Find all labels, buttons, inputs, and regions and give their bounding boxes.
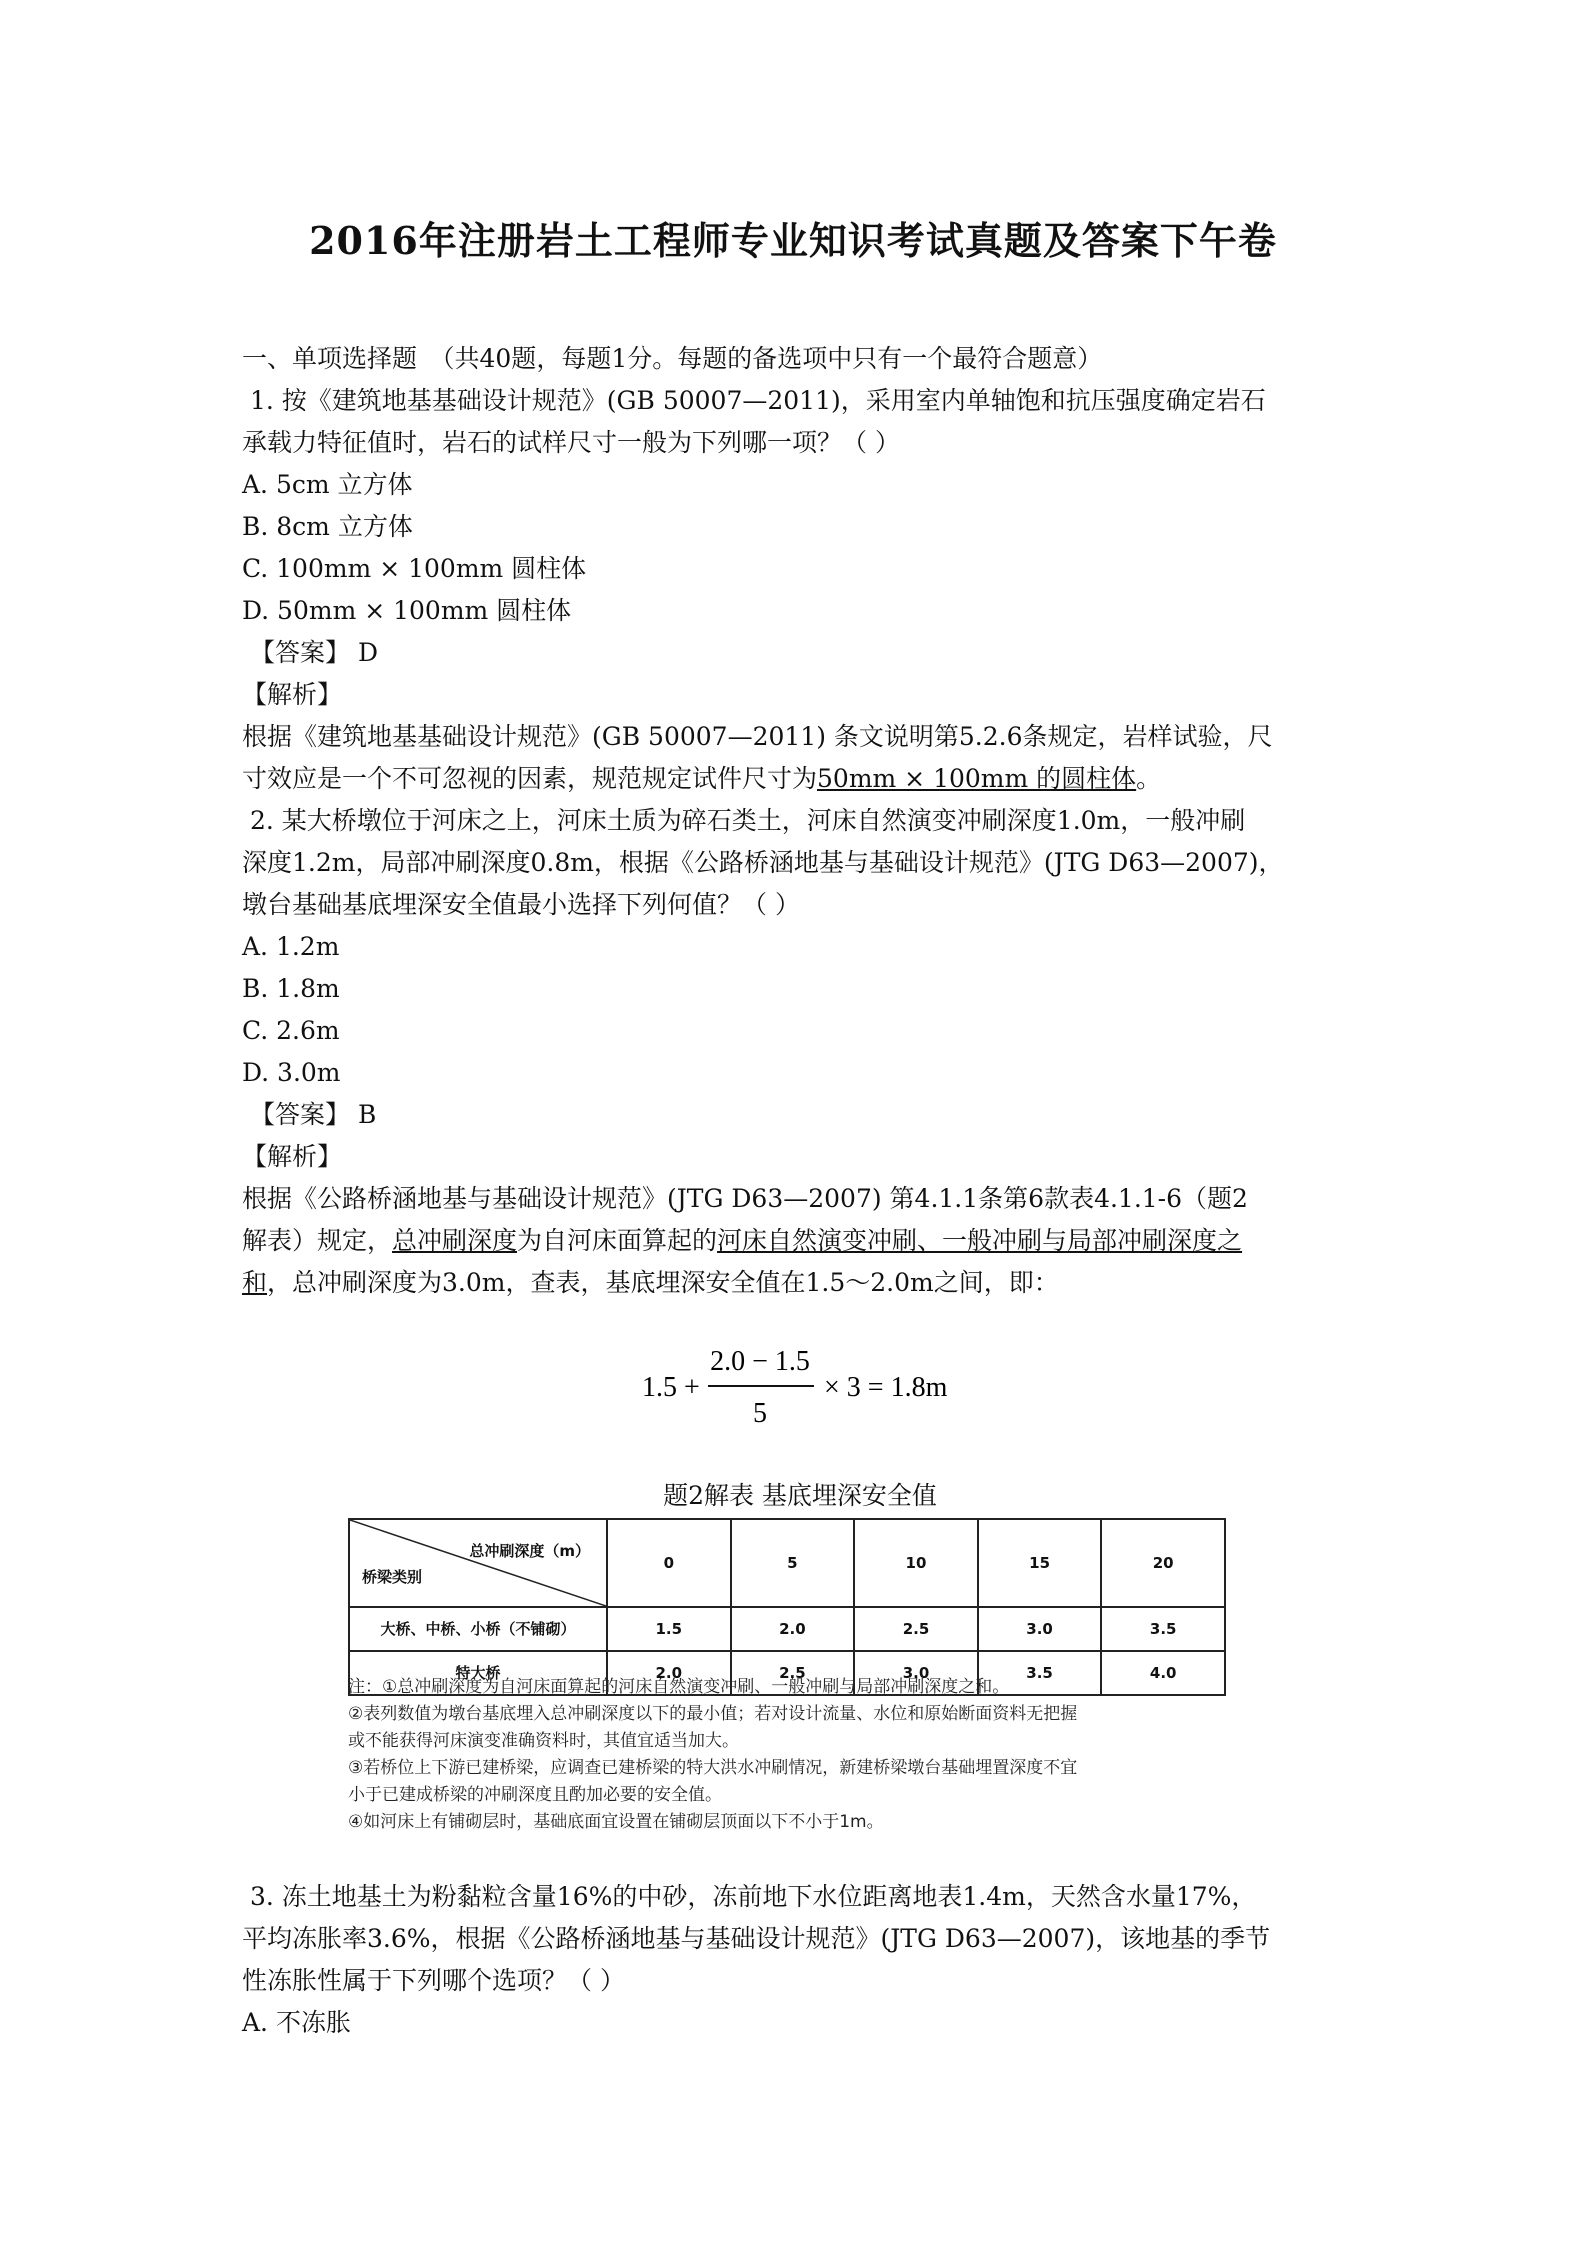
q1-analysis-text: 寸效应是一个不可忽视的因素，规范规定试件尺寸为	[242, 764, 818, 793]
column-header: 10	[854, 1519, 978, 1607]
q1-analysis-line-1: 根据《建筑地基基础设计规范》(GB 50007—2011) 条文说明第5.2.6条规定，岩样试验，尺	[242, 722, 1273, 751]
q2-analysis-underlined-a: 总冲刷深度	[392, 1226, 518, 1255]
table-cell: 3.5	[1101, 1607, 1225, 1651]
q2-analysis-text-b: 为自河床面算起的	[517, 1226, 718, 1255]
q2-option-c: C. 2.6m	[242, 1016, 340, 1045]
table-row	[349, 1607, 1225, 1651]
q1-analysis-label: 【解析】	[242, 680, 343, 709]
q1-option-b: B. 8cm 立方体	[242, 512, 413, 541]
table-header-row	[349, 1519, 1225, 1607]
corner-top-label: 总冲刷深度（m）	[469, 1542, 590, 1560]
safety-table-wrap	[348, 1518, 1358, 1718]
q2-option-d: D. 3.0m	[242, 1058, 341, 1087]
table-cell: 3.0	[978, 1607, 1102, 1651]
section-heading: 一、单项选择题 （共40题，每题1分。每题的备选项中只有一个最符合题意）	[242, 344, 1103, 373]
q1-analysis-end: 。	[1136, 764, 1162, 793]
document-body	[242, 338, 1358, 2044]
table-caption: 题2解表 基底埋深安全值	[663, 1481, 937, 1510]
q3-option-a: A. 不冻胀	[242, 2008, 351, 2037]
table-note: ③若桥位上下游已建桥梁，应调查已建桥梁的特大洪水冲刷情况，新建桥梁墩台基础埋置深度不宜	[348, 1758, 1078, 1778]
row-label: 大桥、中桥、小桥（不铺砌）	[349, 1607, 607, 1651]
formula-graphic	[642, 1314, 962, 1454]
q2-analysis-text-a: 解表）规定，	[242, 1226, 393, 1255]
q1-stem-line-2: 承载力特征值时，岩石的试样尺寸一般为下列哪一项？（ ）	[242, 428, 900, 457]
q2-analysis-line-2	[242, 1220, 1358, 1262]
table-cell: 3.0	[854, 1651, 978, 1695]
q2-analysis-underlined-c: 和	[242, 1268, 268, 1297]
table-cell: 2.0	[731, 1607, 855, 1651]
q1-option-a: A. 5cm 立方体	[242, 470, 413, 499]
row-label: 特大桥	[349, 1651, 607, 1695]
q1-analysis-line-2	[242, 758, 1358, 800]
formula-lead: 1.5 +	[642, 1372, 700, 1403]
table-note: 或不能获得河床演变准确资料时，其值宜适当加大。	[348, 1731, 739, 1751]
column-header: 20	[1101, 1519, 1225, 1607]
spacer	[242, 1836, 1358, 1876]
table-cell: 1.5	[607, 1607, 731, 1651]
q2-stem-line-1: 2. 某大桥墩位于河床之上，河床土质为碎石类土，河床自然演变冲刷深度1.0m，一般冲刷	[250, 806, 1246, 835]
table-note: ②表列数值为墩台基底埋入总冲刷深度以下的最小值；若对设计流量、水位和原始断面资料无把握	[348, 1704, 1078, 1724]
q2-analysis-underlined-b: 河床自然演变冲刷、一般冲刷与局部冲刷深度之	[717, 1226, 1243, 1255]
q1-option-d: D. 50mm × 100mm 圆柱体	[242, 596, 572, 625]
q1-answer: 【答案】 D	[250, 638, 378, 667]
q1-option-c: C. 100mm × 100mm 圆柱体	[242, 554, 587, 583]
column-header: 5	[731, 1519, 855, 1607]
q2-analysis-text-c: ，总冲刷深度为3.0m，查表，基底埋深安全值在1.5～2.0m之间，即：	[267, 1268, 1059, 1297]
table-cell: 3.5	[978, 1651, 1102, 1695]
q2-stem-line-3: 墩台基础基底埋深安全值最小选择下列何值？（ ）	[242, 890, 800, 919]
table-note: 注：①总冲刷深度为自河床面算起的河床自然演变冲刷、一般冲刷与局部冲刷深度之和。	[348, 1677, 1010, 1697]
q2-analysis-line-1: 根据《公路桥涵地基与基础设计规范》(JTG D63—2007) 第4.1.1条第6款表4.1.1-6（题2	[242, 1184, 1248, 1213]
q2-answer: 【答案】 B	[250, 1100, 377, 1129]
formula-tail: × 3 = 1.8m	[824, 1372, 948, 1403]
q2-analysis-line-3	[242, 1262, 1358, 1304]
table-cell: 2.5	[731, 1651, 855, 1695]
q3-stem-line-3: 性冻胀性属于下列哪个选项？（ ）	[242, 1966, 625, 1995]
table-cell: 4.0	[1101, 1651, 1225, 1695]
q2-stem-line-2: 深度1.2m，局部冲刷深度0.8m，根据《公路桥涵地基与基础设计规范》(JTG D63—2007)，	[242, 848, 1284, 877]
q3-stem-line-2: 平均冻胀率3.6%，根据《公路桥涵地基与基础设计规范》(JTG D63—2007)，该地基的季节	[242, 1924, 1271, 1953]
table-note: ④如河床上有铺砌层时，基础底面宜设置在铺砌层顶面以下不小于1m。	[348, 1812, 884, 1832]
q2-option-a: A. 1.2m	[242, 932, 340, 961]
formula-numerator: 2.0 − 1.5	[710, 1346, 810, 1377]
q1-analysis-underlined: 50mm × 100mm 的圆柱体	[817, 764, 1137, 793]
document-title: 2016年注册岩土工程师专业知识考试真题及答案下午卷	[309, 218, 1277, 263]
column-header: 15	[978, 1519, 1102, 1607]
q1-stem-line-1: 1. 按《建筑地基基础设计规范》(GB 50007—2011)，采用室内单轴饱和抗压强度确定岩石	[250, 386, 1266, 415]
table-row	[349, 1651, 1225, 1695]
table-cell: 2.0	[607, 1651, 731, 1695]
q3-stem-line-1: 3. 冻土地基土为粉黏粒含量16%的中砂，冻前地下水位距离地表1.4m，天然含水量17%，	[250, 1882, 1257, 1911]
safety-depth-table	[348, 1518, 1226, 1696]
q2-analysis-label: 【解析】	[242, 1142, 343, 1171]
table-corner-cell	[349, 1519, 607, 1607]
table-note: 小于已建成桥梁的冲刷深度且酌加必要的安全值。	[348, 1785, 722, 1805]
column-header: 0	[607, 1519, 731, 1607]
formula-denominator: 5	[753, 1398, 767, 1429]
table-cell: 2.5	[854, 1607, 978, 1651]
corner-bottom-label: 桥梁类别	[362, 1568, 423, 1586]
q2-option-b: B. 1.8m	[242, 974, 340, 1003]
formula	[242, 1304, 1358, 1474]
